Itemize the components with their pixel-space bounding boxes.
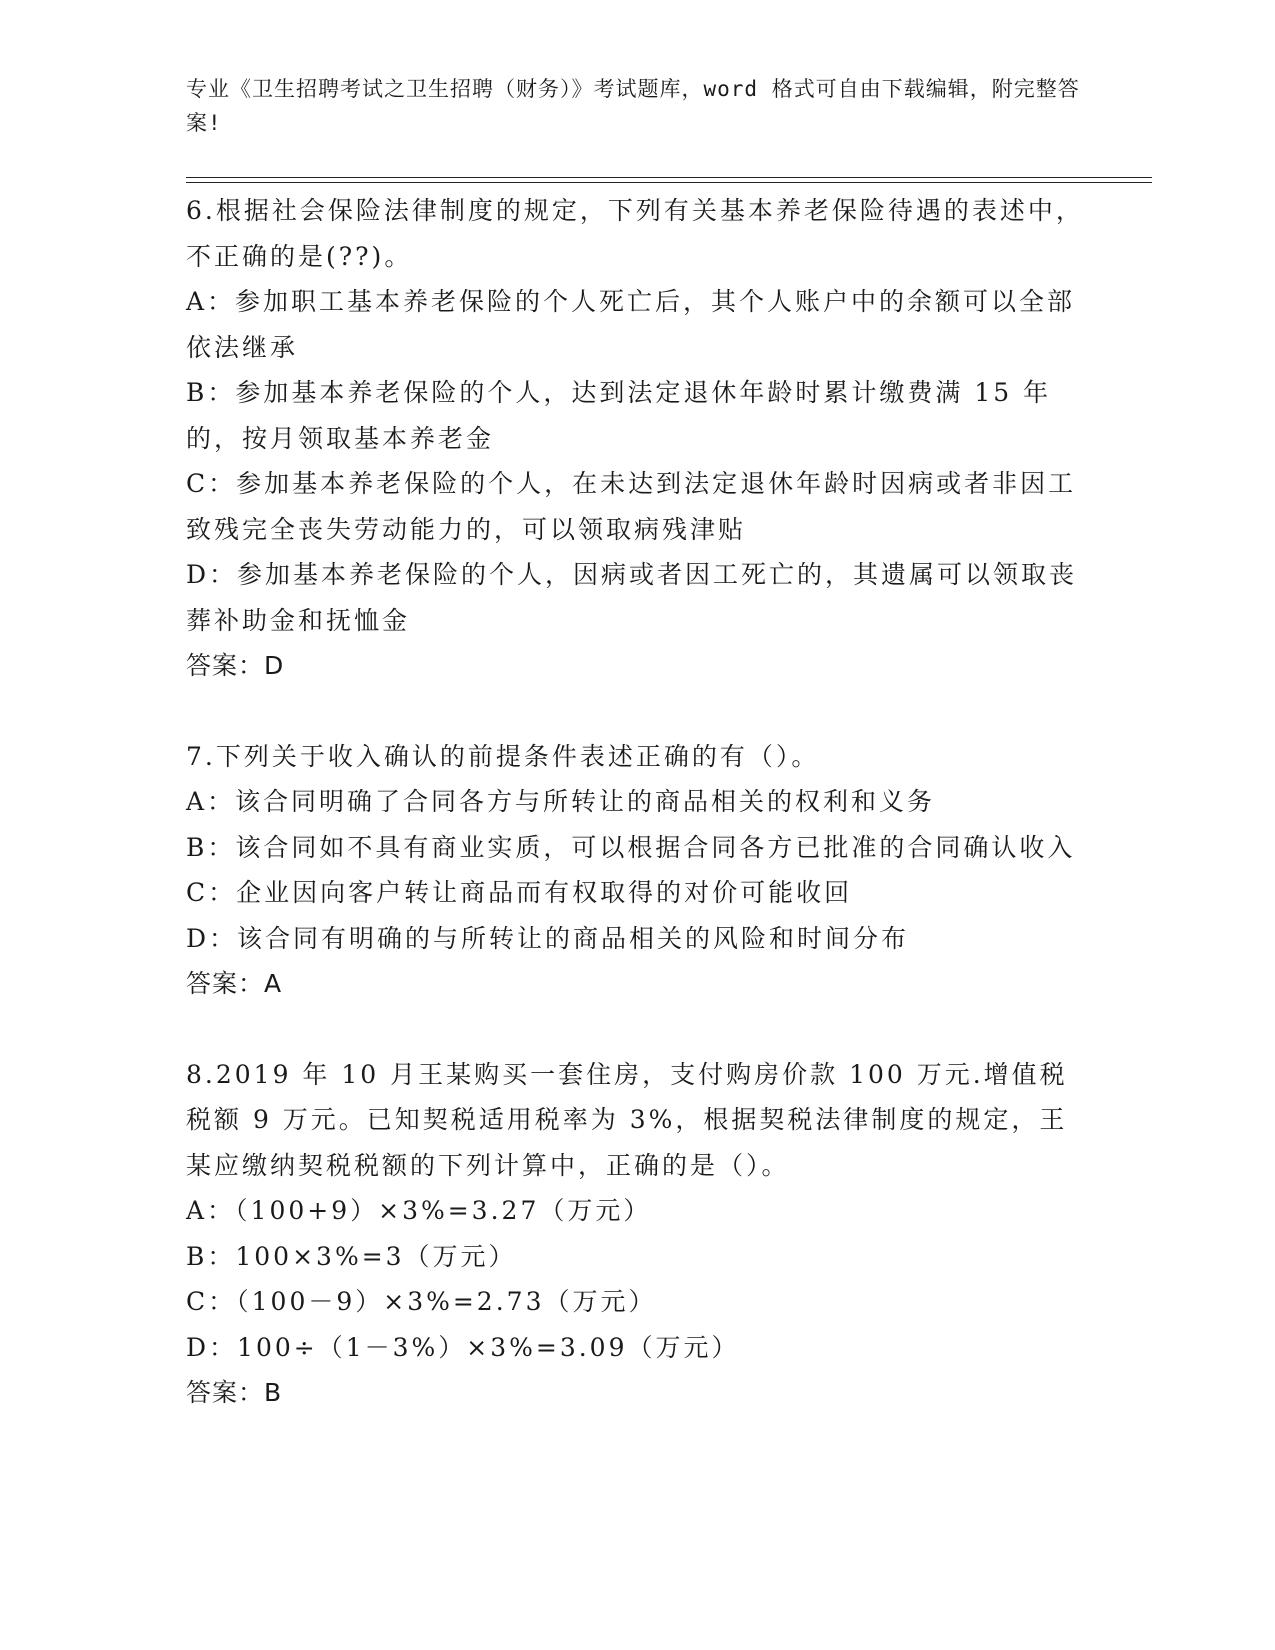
document-header: 专业《卫生招聘考试之卫生招聘（财务）》考试题库，word 格式可自由下载编辑，附完整答案! — [186, 77, 1080, 135]
question-6 — [186, 188, 1086, 689]
option-a: A：（100+9）×3%=3.27（万元） — [186, 1196, 652, 1225]
option-b: B：参加基本养老保险的个人，达到法定退休年龄时累计缴费满 15 年的，按月领取基本养老金 — [186, 378, 1052, 453]
option-d: D：该合同有明确的与所转让的商品相关的风险和时间分布 — [186, 923, 910, 953]
answer: 答案：D — [186, 651, 285, 680]
question-stem: 7.下列关于收入确认的前提条件表述正确的有（）。 — [186, 741, 820, 771]
option-d: D：参加基本养老保险的个人，因病或者因工死亡的，其遗属可以领取丧葬补助金和抚恤金 — [186, 560, 1078, 635]
question-list — [186, 188, 1086, 1461]
header-divider-top — [186, 177, 1152, 178]
option-b: B：该合同如不具有商业实质，可以根据合同各方已批准的合同确认收入 — [186, 832, 1076, 862]
question-8 — [186, 1052, 1086, 1416]
option-c: C：参加基本养老保险的个人，在未达到法定退休年龄时因病或者非因工致残完全丧失劳动能力的，可以领取病残津贴 — [186, 469, 1077, 544]
option-a: A：该合同明确了合同各方与所转让的商品相关的权利和义务 — [186, 787, 936, 816]
option-d: D：100÷（1－3%）×3%=3.09（万元） — [186, 1332, 740, 1362]
answer: 答案：B — [186, 1378, 283, 1407]
option-b: B：100×3%=3（万元） — [186, 1241, 517, 1271]
answer: 答案：A — [186, 969, 283, 998]
question-stem: 8.2019 年 10 月王某购买一套住房，支付购房价款 100 万元.增值税税额 9 万元。已知契税适用税率为 3%，根据契税法律制度的规定，王某应缴纳契税税额的下列计算中，正确的是（）。 — [186, 1059, 1068, 1180]
option-c: C：（100－9）×3%=2.73（万元） — [186, 1287, 657, 1316]
question-7 — [186, 734, 1086, 1007]
option-c: C：企业因向客户转让商品而有权取得的对价可能收回 — [186, 878, 853, 907]
option-a: A：参加职工基本养老保险的个人死亡后，其个人账户中的余额可以全部依法继承 — [186, 287, 1076, 362]
header-divider-bottom — [186, 182, 1152, 183]
question-stem: 6.根据社会保险法律制度的规定，下列有关基本养老保险待遇的表述中，不正确的是(??)。 — [186, 196, 1084, 271]
